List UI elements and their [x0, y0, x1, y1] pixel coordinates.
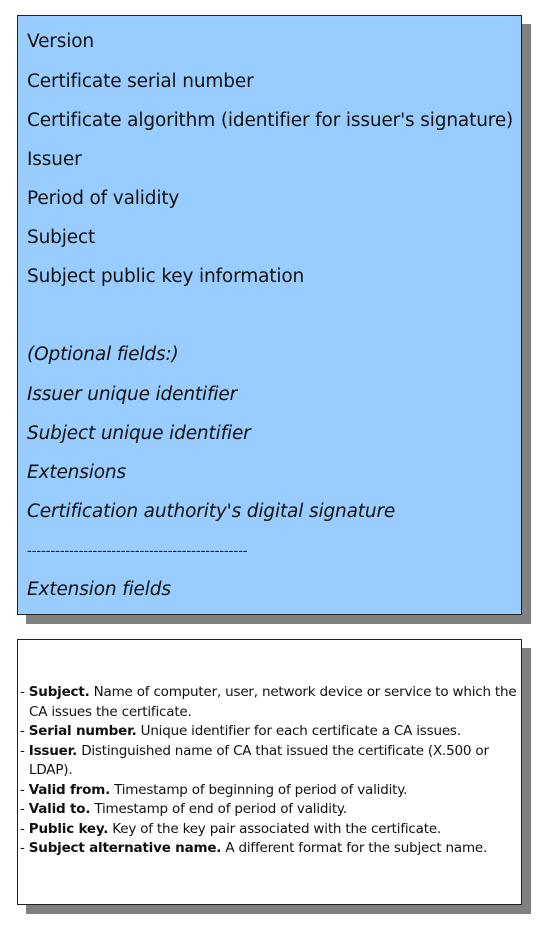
- note-term: Issuer.: [28, 742, 78, 759]
- field-issuer: Issuer: [27, 149, 82, 170]
- field-extensions: Extensions: [27, 462, 126, 483]
- note-description: Timestamp of beginning of period of validity.: [114, 781, 408, 798]
- field-extension-fields: Extension fields: [27, 579, 171, 600]
- note-term: Public key.: [28, 820, 109, 837]
- note-valid-from: - Valid from. Timestamp of beginning of period of validity.: [20, 781, 408, 798]
- field-certificate-algorithm: Certificate algorithm (identifier for issuer's signature): [27, 110, 514, 131]
- note-description: Name of computer, user, network device or service to which the CA issues the certificate.: [29, 684, 517, 720]
- note-serial-number: - Serial number. Unique identifier for each certificate a CA issues.: [20, 723, 461, 739]
- note-term: Valid from.: [28, 781, 111, 798]
- field-ca-digital-signature: Certification authority's digital signature: [27, 501, 396, 522]
- certificate-fields-box: [17, 15, 522, 615]
- notes-list: [20, 683, 520, 859]
- note-valid-to: - Valid to. Timestamp of end of period of validity.: [20, 801, 347, 817]
- note-description: Distinguished name of CA that issued the certificate (X.500 or LDAP).: [29, 742, 489, 778]
- note-subject: - Subject. Name of computer, user, network device or service to which the CA issues the certificate.: [20, 684, 517, 720]
- note-issuer: - Issuer. Distinguished name of CA that issued the certificate (X.500 or LDAP).: [20, 742, 489, 778]
- field-serial-number: Certificate serial number: [27, 71, 254, 92]
- field-issuer-unique-identifier: Issuer unique identifier: [27, 384, 238, 405]
- optional-fields-heading: (Optional fields:): [27, 344, 179, 365]
- note-term: Serial number.: [28, 723, 137, 739]
- note-subject-alternative-name: - Subject alternative name. A different format for the subject name.: [20, 840, 488, 856]
- field-subject: Subject: [27, 227, 96, 248]
- note-public-key: - Public key. Key of the key pair associated with the certificate.: [20, 820, 442, 837]
- note-description: A different format for the subject name.: [225, 840, 488, 856]
- notes-box: [17, 639, 522, 905]
- field-subject-public-key: Subject public key information: [27, 266, 305, 287]
- note-term: Subject.: [28, 684, 90, 700]
- field-subject-unique-identifier: Subject unique identifier: [27, 423, 251, 444]
- note-description: Key of the key pair associated with the certificate.: [112, 820, 442, 837]
- field-version: Version: [27, 31, 94, 52]
- note-term: Subject alternative name.: [28, 840, 222, 856]
- field-period-of-validity: Period of validity: [27, 188, 180, 209]
- note-description: Timestamp of end of period of validity.: [94, 801, 347, 817]
- note-term: Valid to.: [28, 801, 91, 817]
- note-description: Unique identifier for each certificate a CA issues.: [140, 723, 461, 739]
- separator-line: -----------------------------------------------: [27, 544, 248, 559]
